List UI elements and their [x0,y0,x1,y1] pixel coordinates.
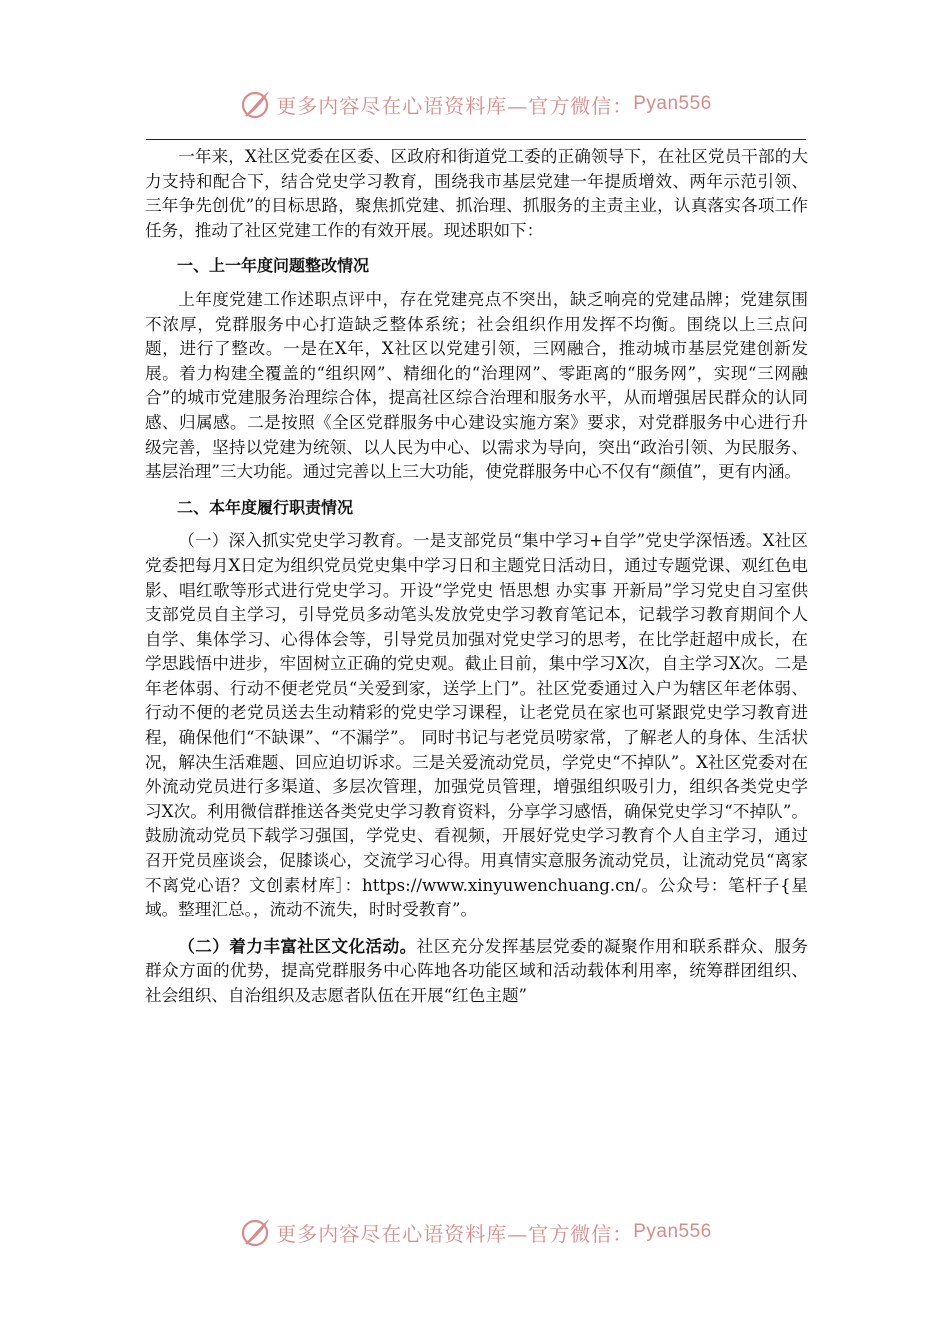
header-rule [146,139,806,140]
banner-wechat-id: Pyan556 [633,1221,712,1242]
section-2-paragraph-1: （一）深入抓实党史学习教育。一是支部党员“集中学习+自学”党史学深悟透。X社区党委把每月X日定为组织党员党史集中学习日和主题党日活动日，通过专题党课、观红色电影、唱红歌等形式进行党史学习。开设“学党史 悟思想 办实事 开新局”学习党史自习室供支部党员自主学习，引导党员多动笔头发放党史学习教育笔记本，记载学习教育期间个人自学、集体学习、心得体会等，引导党员加强对党史学习的思考，在比学赶超中成长，在学思践悟中进步，牢固树立正确的党史观。截止目前，集中学习X次，自主学习X次。二是年老体弱、行动不便老党员“关爱到家，送学上门”。社区党委通过入户为辖区年老体弱、行动不便的老党员送去生动精彩的党史学习课程，让老党员在家也可紧跟党史学习教育进程，确保他们“不缺课”、“不漏学”。 同时书记与老党员唠家常，了解老人的身体、生活状况，解决生活难题、回应迫切诉求。三是关爱流动党员，学党史“不掉队”。X社区党委对在外流动党员进行多渠道、多层次管理，加强党员管理，增强组织吸引力，组织各类党史学习X次。利用微信群推送各类党史学习教育资料，分享学习感悟，确保党史学习“不掉队”。鼓励流动党员下载学习强国，学党史、看视频，开展好党史学习教育个人自主学习，通过召开党员座谈会，促膝谈心，交流学习心得。用真情实意服务流动党员，让流动党员“离家不离党心语？文创素材库］：https://www.xinyuwenchuang.cn/。公众号：笔杆子{星域。整理汇总。，流动不流失，时时受教育”。 [145,531,808,920]
document-body [145,145,808,1009]
footer-banner [0,1212,950,1252]
intro-paragraph: 一年来，X社区党委在区委、区政府和街道党工委的正确领导下，在社区党员干部的大力支持和配合下，结合党史学习教育，围绕我市基层党建一年提质增效、两年示范引领、三年争先创优”的目标思路，聚焦抓党建、抓治理、抓服务的主责主业，认真落实各项工作任务，推动了社区党建工作的有效开展。现述职如下： [145,147,808,240]
paragraph-2-body: 社区充分发挥基层党委的凝聚作用和联系群众、服务群众方面的优势，提高党群服务中心阵地各功能区域和活动载体利用率，统筹群团组织、社会组织、自治组织及志愿者队伍在开展“红色主题” [145,936,809,1005]
section-2-heading: 二、本年度履行职责情况 [177,497,354,517]
banner-wechat-id: Pyan556 [633,93,712,114]
header-banner [0,84,950,124]
banner-text: 更多内容尽在心语资料库—官方微信： [276,1221,634,1246]
banner-text: 更多内容尽在心语资料库—官方微信： [276,93,634,118]
paragraph-2-lead: （二）着力丰富社区文化活动。 [178,935,417,956]
quill-logo-icon [238,1215,272,1249]
section-1-heading: 一、上一年度问题整改情况 [177,256,370,276]
section-1-paragraph: 上年度党建工作述职点评中，存在党建亮点不突出，缺乏响亮的党建品牌；党建氛围不浓厚，党群服务中心打造缺乏整体系统；社会组织作用发挥不均衡。围绕以上三点问题，进行了整改。一是在X年，X社区以党建引领，三网融合，推动城市基层党建创新发展。着力构建全覆盖的“组织网”、精细化的“治理网”、零距离的“服务网”，实现“三网融合”的城市党建服务治理综合体，提高社区综合治理和服务水平，从而增强居民群众的认同感、归属感。二是按照《全区党群服务中心建设实施方案》要求，对党群服务中心进行升级完善，坚持以党建为统领、以人民为中心、以需求为导向，突出“政治引领、为民服务、基层治理”三大功能。通过完善以上三大功能，使党群服务中心不仅有“颜值”，更有内涵。 [145,289,808,482]
quill-logo-icon [238,87,272,121]
section-2-paragraph-2 [145,934,808,1009]
